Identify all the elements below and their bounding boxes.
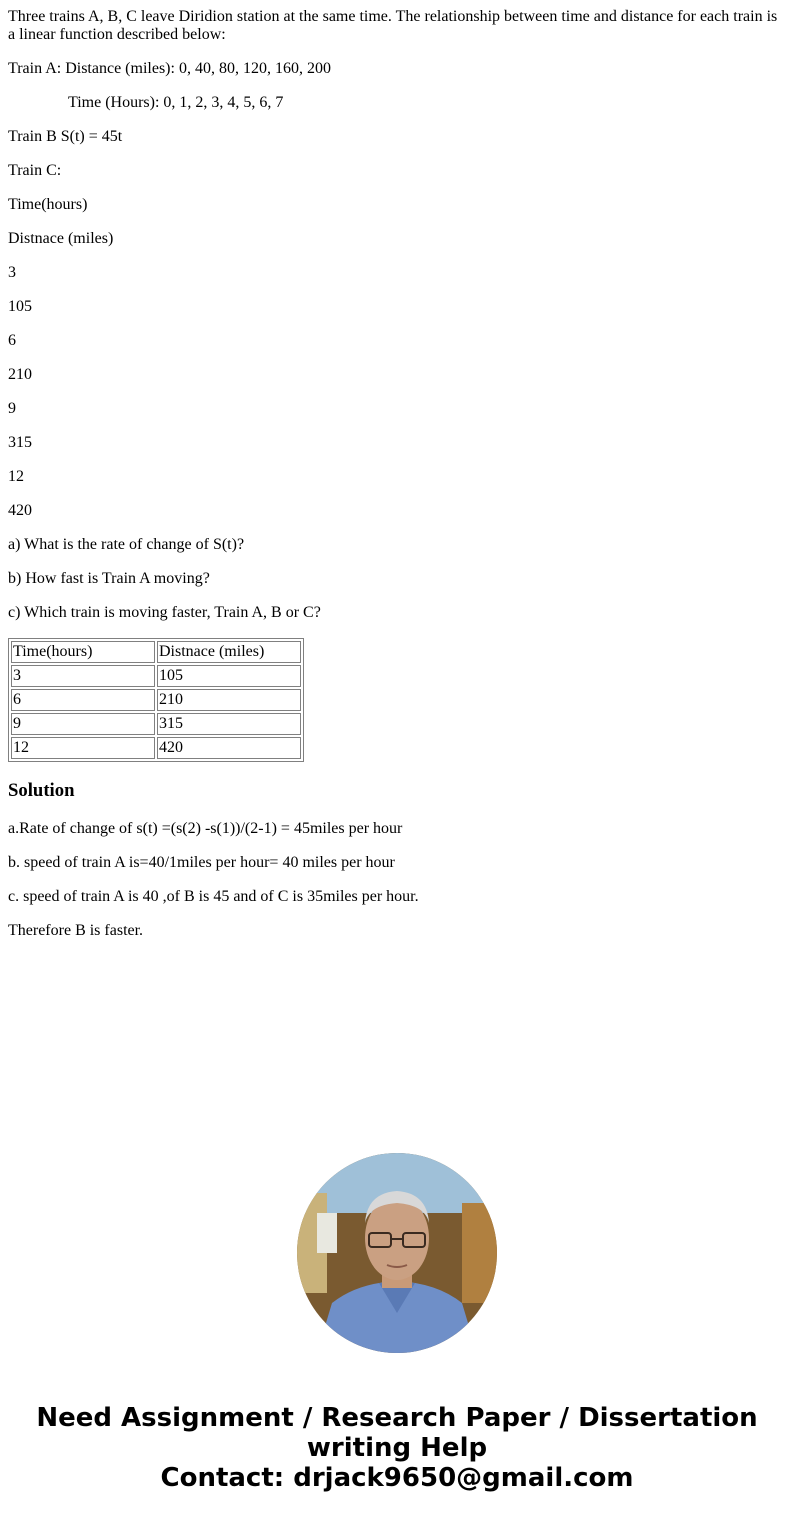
- table-header-row: [11, 641, 301, 663]
- train-c-value: 105: [8, 298, 32, 315]
- table-row: [11, 713, 301, 735]
- table-cell: 420: [157, 737, 301, 759]
- table-header-cell: Distnace (miles): [157, 641, 301, 663]
- solution-conclusion: Therefore B is faster.: [8, 922, 144, 939]
- question-part-a: a) What is the rate of change of S(t)?: [8, 536, 245, 553]
- table-row: [11, 665, 301, 687]
- contact-footer: [0, 1403, 794, 1493]
- question-part-b: b) How fast is Train A moving?: [8, 570, 210, 587]
- train-c-label: Train C:: [8, 162, 62, 179]
- table-cell: 210: [157, 689, 301, 711]
- train-c-time-label: Time(hours): [8, 196, 88, 213]
- solution-line-a: a.Rate of change of s(t) =(s(2) -s(1))/(2-1) = 45miles per hour: [8, 820, 403, 837]
- train-c-value: 420: [8, 502, 32, 519]
- table-cell: 9: [11, 713, 155, 735]
- table-row: [11, 737, 301, 759]
- author-portrait-image: [297, 1153, 497, 1353]
- solution-heading: Solution: [8, 780, 75, 801]
- train-a-distance: Train A: Distance (miles): 0, 40, 80, 120, 160, 200: [8, 60, 331, 77]
- question-content: [8, 8, 786, 956]
- table-cell: 12: [11, 737, 155, 759]
- solution-line-c: c. speed of train A is 40 ,of B is 45 and of C is 35miles per hour.: [8, 888, 419, 905]
- train-b-formula: Train B S(t) = 45t: [8, 128, 123, 145]
- footer-line: Need Assignment / Research Paper / Dissertation: [36, 1403, 758, 1433]
- train-c-distance-label: Distnace (miles): [8, 230, 114, 247]
- train-c-value: 6: [8, 332, 16, 349]
- table-header-cell: Time(hours): [11, 641, 155, 663]
- train-c-value: 210: [8, 366, 32, 383]
- table-row: [11, 689, 301, 711]
- table-cell: 6: [11, 689, 155, 711]
- train-c-value: 9: [8, 400, 16, 417]
- solution-line-b: b. speed of train A is=40/1miles per hour= 40 miles per hour: [8, 854, 395, 871]
- train-c-table: [8, 638, 304, 762]
- train-c-value: 315: [8, 434, 32, 451]
- train-c-value: 3: [8, 264, 16, 281]
- table-cell: 315: [157, 713, 301, 735]
- train-a-time: Time (Hours): 0, 1, 2, 3, 4, 5, 6, 7: [68, 94, 284, 111]
- question-intro: Three trains A, B, C leave Diridion station at the same time. The relationship between time and distance for each train is a linear function described below:: [8, 8, 778, 43]
- question-part-c: c) Which train is moving faster, Train A, B or C?: [8, 604, 321, 621]
- footer-contact-email: Contact: drjack9650@gmail.com: [160, 1463, 634, 1493]
- author-avatar: [297, 1153, 497, 1353]
- table-cell: 105: [157, 665, 301, 687]
- table-cell: 3: [11, 665, 155, 687]
- train-c-value: 12: [8, 468, 24, 485]
- footer-line: writing Help: [306, 1433, 488, 1463]
